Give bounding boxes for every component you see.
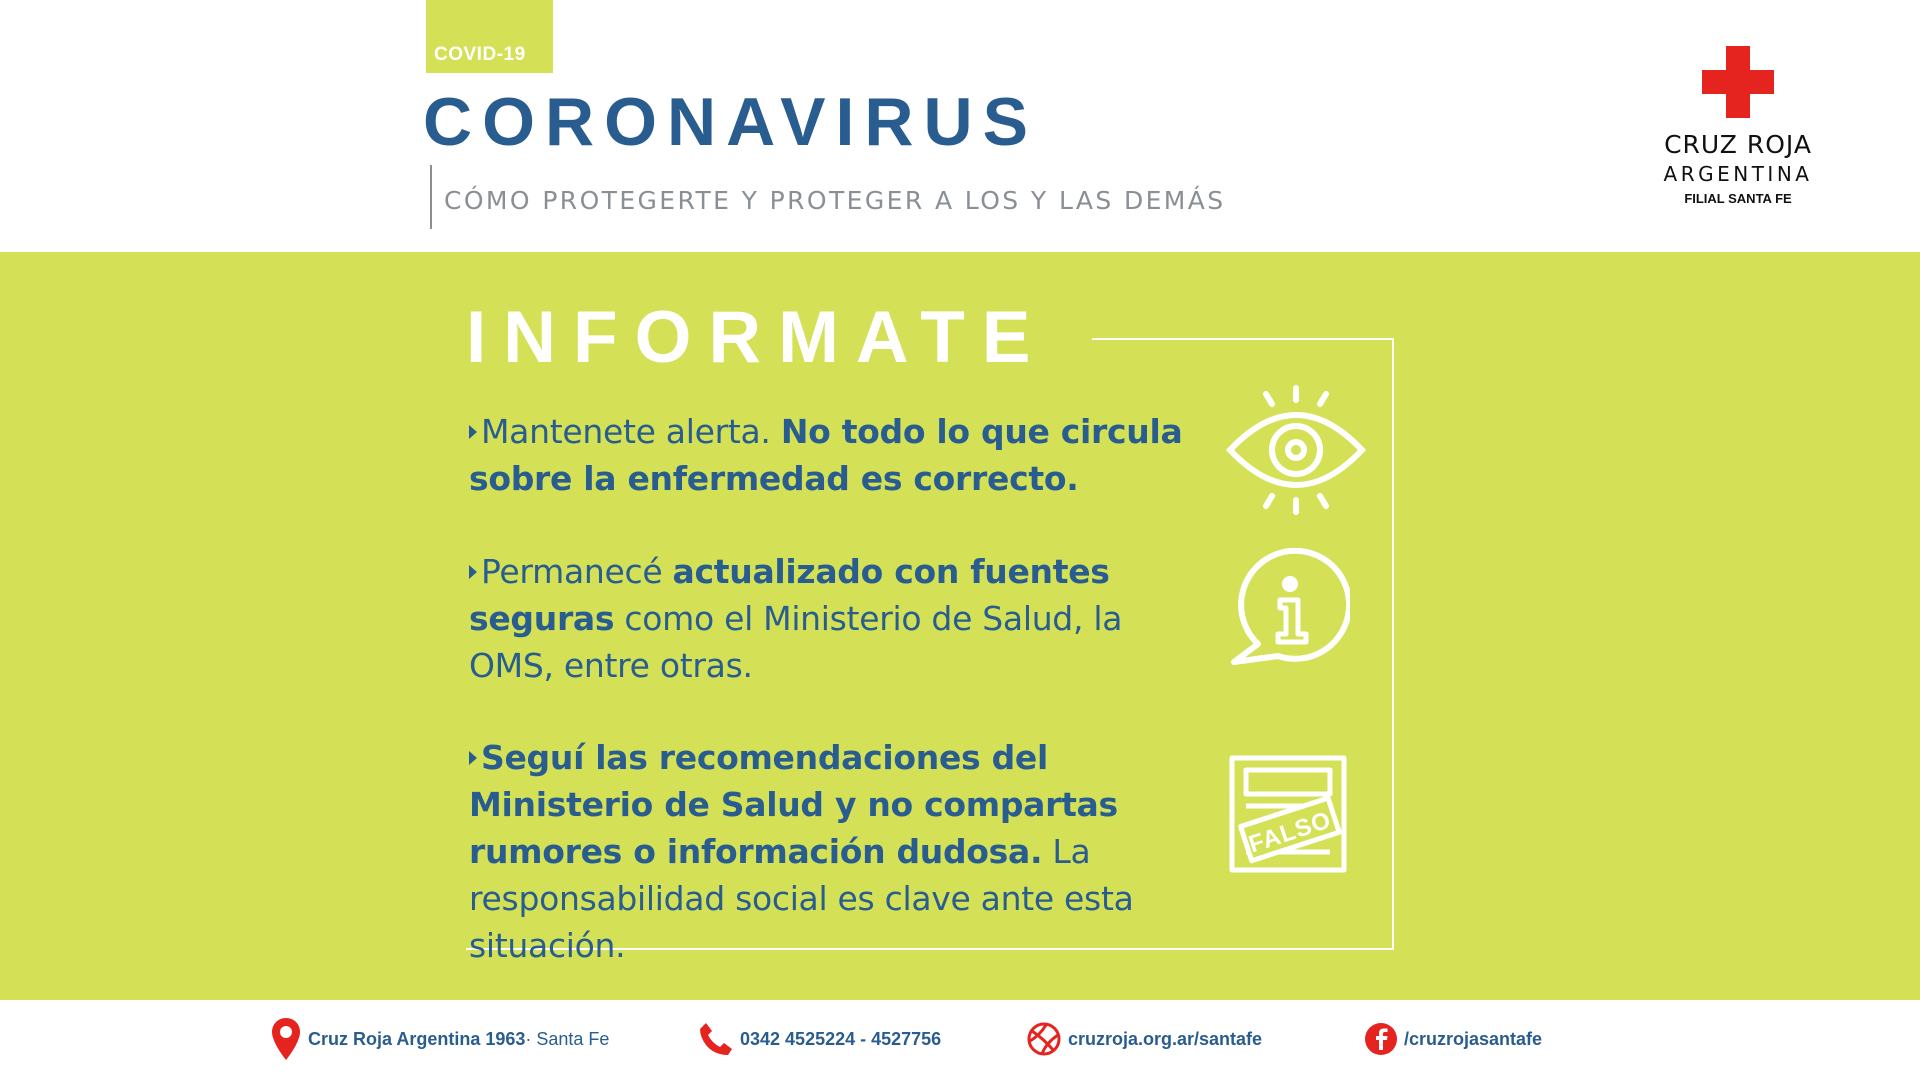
red-cross-icon: [1702, 46, 1774, 118]
cruz-roja-logo: [1640, 46, 1836, 216]
frame-line-right: [1392, 338, 1394, 950]
covid-tag-label: COVID-19: [434, 44, 526, 65]
fake-news-icon: [1226, 754, 1350, 876]
bullet-icon: [469, 565, 477, 579]
footer-phone: [698, 1014, 941, 1064]
item-3-text: La responsabilidad social es clave ante esta situación.: [469, 832, 1134, 965]
footer-address-bold: Cruz Roja Argentina 1963: [308, 1028, 526, 1049]
footer-address-city: · Santa Fe: [525, 1028, 610, 1049]
footer-address: [270, 1014, 609, 1064]
facebook-icon: [1364, 1022, 1398, 1056]
phone-icon: [698, 1021, 734, 1057]
footer-facebook-link[interactable]: /cruzrojasantafe: [1404, 1028, 1543, 1049]
covid-tag: [426, 0, 553, 73]
location-pin-icon: [270, 1016, 302, 1062]
frame-line-top: [1092, 338, 1394, 340]
globe-icon: [1026, 1021, 1062, 1057]
footer-phone-number[interactable]: 0342 4525224 - 4527756: [740, 1028, 942, 1049]
section-title: INFORMATE: [466, 297, 1048, 378]
bullet-icon: [469, 425, 477, 439]
item-1-text: Mantenete alerta.: [481, 412, 781, 451]
item-2-text-a: Permanecé: [481, 552, 673, 591]
stamp-text: FALSO: [1245, 806, 1335, 859]
item-2-text-b: como el Ministerio de Salud, la OMS, entre otras.: [469, 599, 1123, 685]
info-item-1: [469, 408, 1229, 502]
logo-line-2: ARGENTINA: [1663, 162, 1813, 186]
logo-line-3: FILIAL SANTA FE: [1684, 191, 1792, 206]
logo-line-1: CRUZ ROJA: [1664, 130, 1812, 159]
item-3-bold: Seguí las recomendaciones del Ministerio de Salud y no compartas rumores o información dudosa.: [469, 738, 1118, 871]
info-bubble-icon: [1228, 548, 1350, 668]
footer-facebook: [1364, 1014, 1542, 1064]
page-subtitle: CÓMO PROTEGERTE Y PROTEGER A LOS Y LAS DEMÁS: [444, 186, 1226, 215]
info-item-3: [469, 734, 1209, 969]
footer-website: [1026, 1014, 1262, 1064]
item-2-bold: actualizado con fuentes seguras: [469, 552, 1110, 638]
item-1-bold: No todo lo que circula sobre la enfermedad es correcto.: [469, 412, 1183, 498]
bullet-icon: [469, 751, 477, 765]
page-title: CORONAVIRUS: [423, 84, 1038, 160]
info-item-2: [469, 548, 1129, 689]
footer-website-link[interactable]: cruzroja.org.ar/santafe: [1068, 1028, 1263, 1049]
eye-icon: [1226, 384, 1366, 516]
subtitle-divider: [430, 165, 432, 229]
